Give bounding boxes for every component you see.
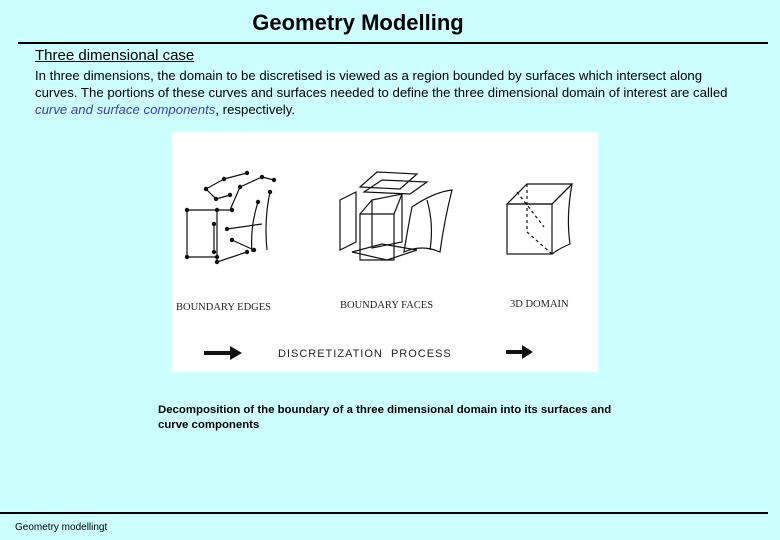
- boundary-faces-illustration: [340, 172, 452, 260]
- decomposition-figure: [172, 132, 598, 372]
- label-boundary-edges: BOUNDARY EDGES: [176, 302, 271, 313]
- description-paragraph: [35, 67, 735, 118]
- boundary-edges-nodes: [185, 171, 276, 264]
- figure-caption: Decomposition of the boundary of a three dimensional domain into its surfaces and curve components: [158, 404, 612, 431]
- boundary-edges-illustration: [187, 173, 274, 262]
- paragraph-text-end: , respectively.: [215, 102, 295, 117]
- footer-text: Geometry modellingt: [15, 522, 108, 533]
- label-boundary-faces: BOUNDARY FACES: [340, 300, 434, 311]
- process-arrow-left-icon: [204, 346, 242, 360]
- label-3d-domain: 3D DOMAIN: [510, 299, 569, 310]
- slide-title: Geometry Modelling: [252, 10, 464, 35]
- paragraph-text-start: In three dimensions, the domain to be discretised is viewed as a region bounded by surfaces which intersect along curves. The portions of these curves and surfaces needed to define the three dimensional domain of interest are called: [35, 68, 728, 100]
- domain-3d-illustration: [507, 184, 572, 254]
- section-subtitle: Three dimensional case: [35, 47, 195, 64]
- title-divider: [18, 42, 768, 44]
- process-arrow-right-icon: [506, 345, 533, 359]
- paragraph-emphasis: curve and surface components: [35, 102, 216, 117]
- process-label: DISCRETIZATION PROCESS: [278, 348, 452, 360]
- footer-divider: [0, 512, 768, 514]
